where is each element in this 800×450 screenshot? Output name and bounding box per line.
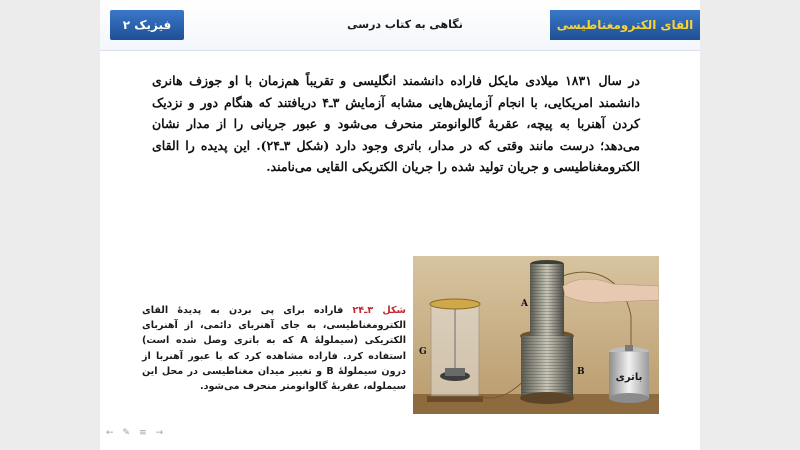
battery-label: باتری: [615, 372, 643, 383]
body-paragraph: در سال ۱۸۳۱ میلادی مایکل فاراده دانشمند انگلیسی و تقریباً هم‌زمان با او جوزف هانری دانشمند امریکایی، با انجام آزمایش‌هایی مشابه آزمایش ۳ـ۴ دریافتند که هنگام دور و نزدیک کردن آهنربا به پیچه، عقربهٔ گالوانومتر منحرف می‌شود و عبور جریانی را از مدار نشان می‌دهد؛ درست مانند وقتی که در مدار، باتری وجود دارد (شکل ۳ـ۲۴). این پدیده را القای الکترومغناطیسی و جریان تولید شده را جریان الکتریکی القایی می‌نامند.: [152, 73, 640, 175]
topic-badge: القای الکترومغناطیسی: [550, 10, 700, 40]
body-text: [152, 70, 640, 178]
back-arrow-icon[interactable]: ←: [106, 428, 114, 438]
left-margin: [0, 0, 100, 450]
forward-arrow-icon[interactable]: →: [155, 428, 164, 438]
faraday-apparatus-illustration: [413, 256, 659, 414]
menu-icon[interactable]: ≡: [139, 428, 147, 438]
coil-b: [520, 330, 574, 404]
slide: [100, 0, 700, 450]
galvanometer-label: G: [419, 347, 427, 357]
galvanometer: [427, 299, 483, 402]
coil-b-label: B: [577, 367, 585, 377]
subject-badge: فیزیک ۲: [110, 10, 184, 40]
figure-caption: [142, 303, 406, 394]
pen-icon[interactable]: ✎: [122, 428, 131, 438]
figure-caption-label: شکل ۳ـ۲۴: [352, 305, 406, 316]
coil-a: [530, 260, 564, 336]
coil-a-label: A: [521, 299, 528, 309]
section-title: نگاهی به کتاب درسی: [347, 18, 463, 31]
slide-header: [100, 0, 700, 51]
faraday-experiment-figure: [413, 256, 659, 414]
right-margin: [700, 0, 800, 450]
figure-caption-text: فاراده برای پی بردن به پدیدهٔ القای الکترومغناطیسی، به جای آهنربای دائمی، از آهنربای الکتریکی (سیملولهٔ A که به باتری وصل شده است) استفاده کرد. فاراده مشاهده کرد که با عبور آهنربا از درون سیملولهٔ B و تغییر میدان مغناطیسی در محل این سیملوله، عقربهٔ گالوانومتر منحرف می‌شود.: [142, 305, 406, 393]
slide-footer-toolbar: [106, 428, 163, 438]
